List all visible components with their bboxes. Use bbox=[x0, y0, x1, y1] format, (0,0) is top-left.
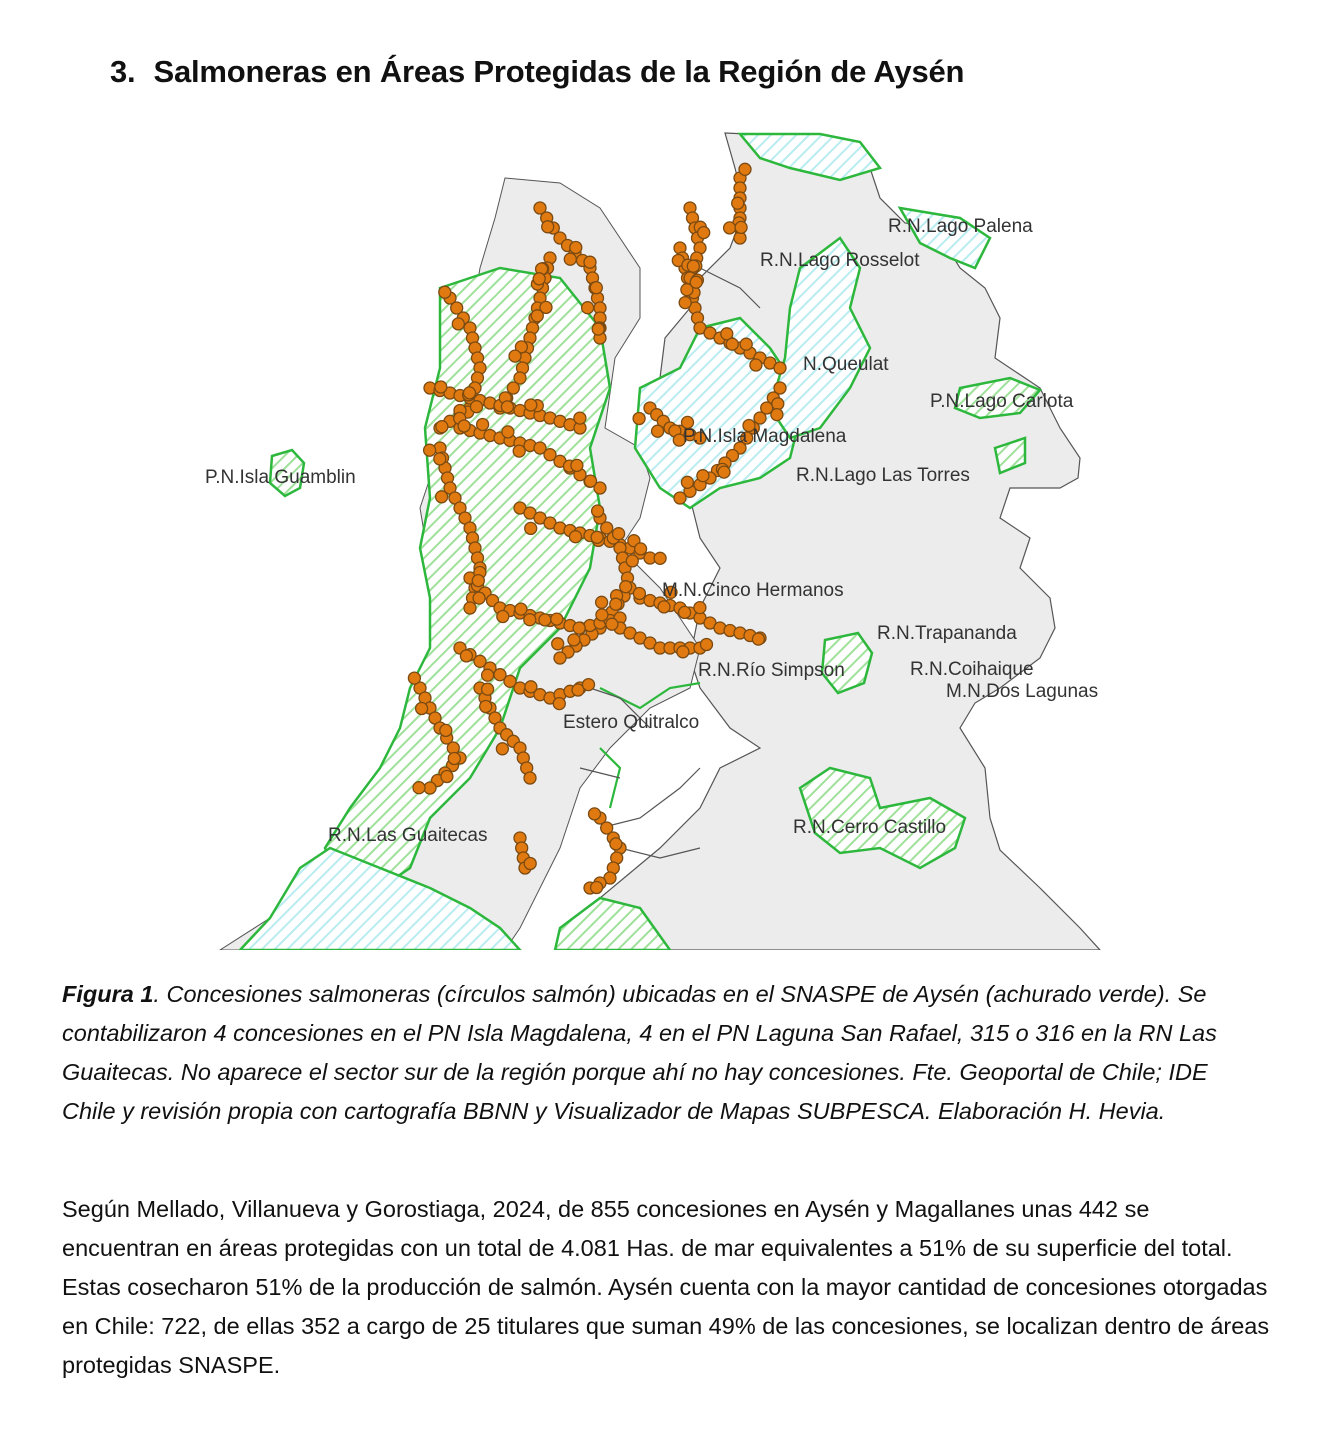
concession-marker bbox=[732, 197, 744, 209]
concession-marker bbox=[564, 253, 576, 265]
concession-marker bbox=[458, 420, 470, 432]
concession-marker bbox=[590, 282, 602, 294]
concession-marker bbox=[574, 412, 586, 424]
concession-marker bbox=[464, 602, 476, 614]
concession-marker bbox=[434, 453, 446, 465]
concession-marker bbox=[740, 338, 752, 350]
concession-marker bbox=[654, 552, 666, 564]
concession-marker bbox=[697, 470, 709, 482]
concession-marker bbox=[477, 419, 489, 431]
concession-marker bbox=[626, 555, 638, 567]
concession-marker bbox=[524, 614, 536, 626]
concession-marker bbox=[480, 701, 492, 713]
section-number: 3. bbox=[110, 54, 136, 89]
label-estero-quitralco: Estero Quitralco bbox=[563, 712, 700, 733]
concession-marker bbox=[501, 401, 513, 413]
concession-marker bbox=[658, 601, 670, 613]
label-cerro-castillo: R.N.Cerro Castillo bbox=[793, 817, 947, 838]
concession-marker bbox=[424, 444, 436, 456]
concession-marker bbox=[687, 260, 699, 272]
concession-marker bbox=[497, 611, 509, 623]
label-cinco-hermanos: M.N.Cinco Hermanos bbox=[662, 580, 844, 601]
label-lago-palena: R.N.Lago Palena bbox=[888, 216, 1033, 237]
concession-marker bbox=[482, 683, 494, 695]
concession-marker bbox=[441, 771, 453, 783]
concession-marker bbox=[681, 476, 693, 488]
concession-marker bbox=[436, 491, 448, 503]
label-trapananda: R.N.Trapananda bbox=[877, 623, 1017, 644]
concession-marker bbox=[718, 466, 730, 478]
concession-marker bbox=[752, 633, 764, 645]
label-dos-lagunas: M.N.Dos Lagunas bbox=[946, 681, 1099, 702]
concession-marker bbox=[583, 679, 595, 691]
concession-marker bbox=[591, 882, 603, 894]
concession-marker bbox=[690, 276, 702, 288]
concession-marker bbox=[610, 838, 622, 850]
concession-marker bbox=[726, 338, 738, 350]
label-lago-carlota: P.N.Lago Carlota bbox=[930, 391, 1074, 412]
concession-marker bbox=[635, 543, 647, 555]
concession-marker bbox=[613, 528, 625, 540]
concession-marker bbox=[515, 603, 527, 615]
concession-marker bbox=[525, 399, 537, 411]
concession-marker bbox=[724, 222, 736, 234]
concession-marker bbox=[531, 310, 543, 322]
concession-marker bbox=[471, 401, 483, 413]
concession-marker bbox=[610, 598, 622, 610]
concession-marker bbox=[525, 681, 537, 693]
concession-marker bbox=[750, 359, 762, 371]
concession-marker bbox=[513, 445, 525, 457]
concession-marker bbox=[416, 703, 428, 715]
concession-marker bbox=[739, 163, 751, 175]
concession-marker bbox=[460, 650, 472, 662]
concession-marker bbox=[584, 256, 596, 268]
concession-marker bbox=[679, 297, 691, 309]
concession-marker bbox=[435, 381, 447, 393]
label-isla-magdalena: P.N.Isla Magdalena bbox=[683, 426, 847, 447]
label-isla-guamblin: P.N.Isla Guamblin bbox=[205, 467, 356, 488]
concession-marker bbox=[542, 221, 554, 233]
concession-marker bbox=[552, 638, 564, 650]
concession-marker bbox=[589, 808, 601, 820]
concession-marker bbox=[679, 606, 691, 618]
concession-marker bbox=[573, 622, 585, 634]
concession-marker bbox=[554, 652, 566, 664]
concession-marker bbox=[633, 413, 645, 425]
concession-marker bbox=[496, 743, 508, 755]
concession-marker bbox=[674, 492, 686, 504]
label-coihaique: R.N.Coihaique bbox=[910, 659, 1034, 680]
concession-marker bbox=[524, 858, 536, 870]
concession-marker bbox=[509, 350, 521, 362]
concession-marker bbox=[524, 772, 536, 784]
concession-marker bbox=[440, 724, 452, 736]
concession-marker bbox=[701, 639, 713, 651]
concession-marker bbox=[592, 505, 604, 517]
concession-marker bbox=[585, 475, 597, 487]
concession-marker bbox=[591, 531, 603, 543]
concession-marker bbox=[439, 286, 451, 298]
concession-marker bbox=[482, 669, 494, 681]
concession-marker bbox=[694, 602, 706, 614]
concession-marker bbox=[551, 613, 563, 625]
aysen-map bbox=[0, 128, 1328, 950]
concession-marker bbox=[408, 672, 420, 684]
concession-marker bbox=[413, 782, 425, 794]
label-queulat: N.Queulat bbox=[803, 354, 889, 375]
concession-marker bbox=[473, 592, 485, 604]
label-lago-rosselot: R.N.Lago Rosselot bbox=[760, 250, 920, 271]
figure-caption bbox=[62, 975, 1262, 1131]
concession-marker bbox=[698, 227, 710, 239]
concession-marker bbox=[464, 387, 476, 399]
concession-marker bbox=[772, 398, 784, 410]
section-heading bbox=[110, 54, 964, 90]
concession-marker bbox=[633, 588, 645, 600]
concession-marker bbox=[677, 646, 689, 658]
concession-marker bbox=[472, 575, 484, 587]
concession-marker bbox=[525, 522, 537, 534]
concession-marker bbox=[553, 698, 565, 710]
concession-marker bbox=[448, 753, 460, 765]
concession-marker bbox=[570, 242, 582, 254]
concession-marker bbox=[620, 581, 632, 593]
concession-marker bbox=[582, 302, 594, 314]
concession-marker bbox=[592, 323, 604, 335]
concession-marker bbox=[606, 618, 618, 630]
concession-marker bbox=[539, 614, 551, 626]
map-canvas bbox=[0, 128, 1328, 950]
body-paragraph: Según Mellado, Villanueva y Gorostiaga, 2024, de 855 concesiones en Aysén y Magallanes unas 442 se encuentran en áreas protegidas con un total de 4.081 Has. de mar equivalentes a 51% de su superficie del total. Estas cosecharon 51% de la producción de salmón. Aysén cuenta con la mayor cantidad de concesiones otorgadas en Chile: 722, de ellas 352 a cargo de 25 titulares que suman 49% de las concesiones, se localizan dentro de áreas protegidas SNASPE. bbox=[62, 1196, 1270, 1378]
concession-marker bbox=[568, 634, 580, 646]
figure-caption-text: . Concesiones salmoneras (círculos salmón) ubicadas en el SNASPE de Aysén (achurado verde). Se contabilizaron 4 concesiones en el PN Isla Magdalena, 4 en el PN Laguna San Rafael, 315 o 316 en la RN Las Guaitecas. No aparece el sector sur de la región porque ahí no hay concesiones. Fte. Geoportal de Chile; IDE Chile y revisión propia con cartografía BBNN y Visualizador de Mapas SUBPESCA. Elaboración H. Hevia. bbox=[62, 981, 1217, 1124]
concession-marker bbox=[436, 421, 448, 433]
concession-marker bbox=[571, 459, 583, 471]
concession-marker bbox=[502, 426, 514, 438]
figure-caption-lead: Figura 1 bbox=[62, 981, 154, 1007]
concession-marker bbox=[596, 596, 608, 608]
concession-marker bbox=[570, 531, 582, 543]
label-las-guaitecas: R.N.Las Guaitecas bbox=[328, 825, 488, 846]
section-title: Salmoneras en Áreas Protegidas de la Región de Aysén bbox=[153, 54, 965, 89]
concession-marker bbox=[596, 609, 608, 621]
concession-marker bbox=[424, 782, 436, 794]
label-lago-las-torres: R.N.Lago Las Torres bbox=[796, 465, 970, 486]
concession-marker bbox=[774, 362, 786, 374]
concession-marker bbox=[452, 318, 464, 330]
concession-marker bbox=[735, 221, 747, 233]
concession-marker bbox=[533, 273, 545, 285]
concession-marker bbox=[652, 425, 664, 437]
label-rio-simpson: R.N.Río Simpson bbox=[698, 660, 845, 681]
concession-marker bbox=[771, 409, 783, 421]
